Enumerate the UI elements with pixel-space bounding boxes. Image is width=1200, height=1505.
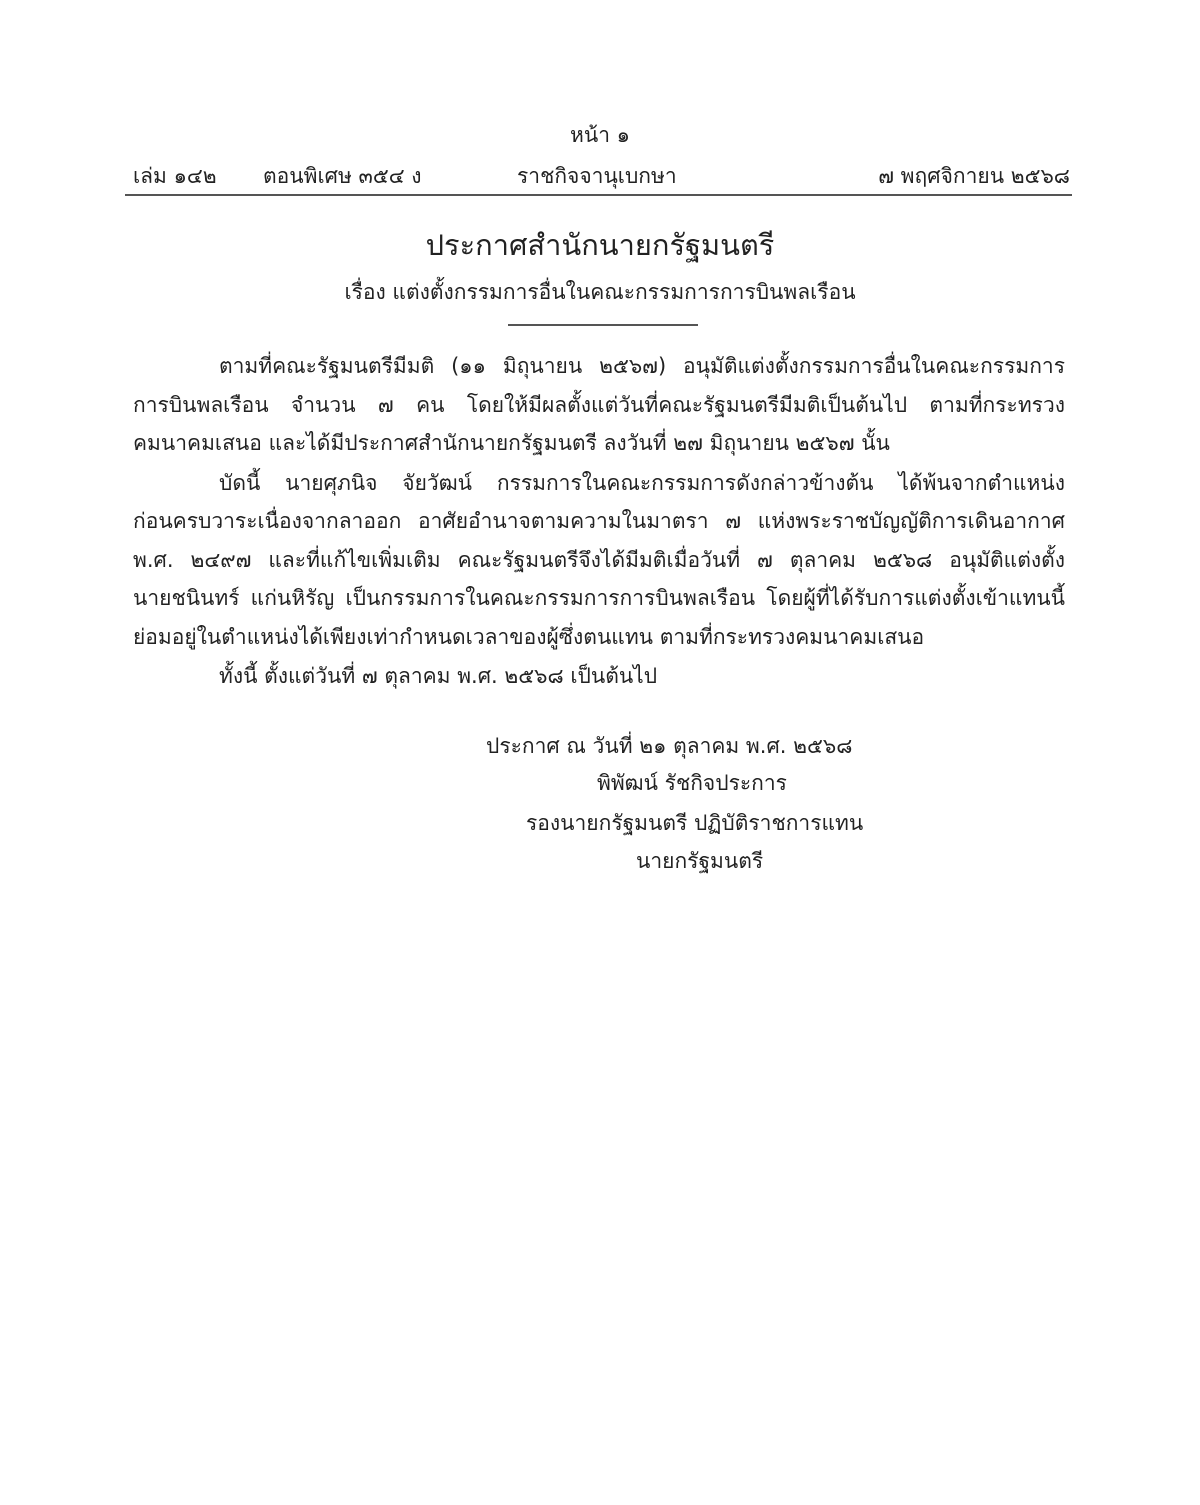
publication-name: ราชกิจจานุเบกษา [517, 164, 677, 188]
paragraph-line: ตามที่คณะรัฐมนตรีมีมติ (๑๑ มิถุนายน ๒๕๖๗) อนุมัติแต่งตั้งกรรมการอื่นในคณะกรรมการ [219, 354, 1065, 378]
document-subject: เรื่อง แต่งตั้งกรรมการอื่นในคณะกรรมการการบินพลเรือน [344, 280, 856, 304]
paragraph-line: พ.ศ. ๒๔๙๗ และที่แก้ไขเพิ่มเติม คณะรัฐมนตรีจึงได้มีมติเมื่อวันที่ ๗ ตุลาคม ๒๕๖๘ อนุมัติแต่งตั้ง [133, 548, 1065, 572]
paragraph-line: คมนาคมเสนอ และได้มีประกาศสำนักนายกรัฐมนตรี ลงวันที่ ๒๗ มิถุนายน ๒๕๖๗ นั้น [133, 431, 890, 455]
paragraph-line: นายชนินทร์ แก่นหิรัญ เป็นกรรมการในคณะกรรมการการบินพลเรือน โดยผู้ที่ได้รับการแต่งตั้งเข้าแทนนี้ [133, 586, 1065, 610]
paragraph-line: ทั้งนี้ ตั้งแต่วันที่ ๗ ตุลาคม พ.ศ. ๒๕๖๘ เป็นต้นไป [219, 664, 658, 688]
document-title: ประกาศสำนักนายกรัฐมนตรี [425, 228, 775, 262]
paragraph-line: การบินพลเรือน จำนวน ๗ คน โดยให้มีผลตั้งแต่วันที่คณะรัฐมนตรีมีมติเป็นต้นไป ตามที่กระทรวง [133, 393, 1065, 417]
paragraph-line: ก่อนครบวาระเนื่องจากลาออก อาศัยอำนาจตามความในมาตรา ๗ แห่งพระราชบัญญัติการเดินอากาศ [133, 509, 1065, 533]
announcement-date: ประกาศ ณ วันที่ ๒๑ ตุลาคม พ.ศ. ๒๕๖๘ [486, 734, 853, 758]
signatory-position: รองนายกรัฐมนตรี ปฏิบัติราชการแทน [526, 811, 864, 835]
page-number: หน้า ๑ [570, 123, 630, 147]
signatory-position-2: นายกรัฐมนตรี [636, 849, 764, 873]
issue: ตอนพิเศษ ๓๕๔ ง [263, 164, 422, 188]
paragraph-line: บัดนี้ นายศุภนิจ จัยวัฒน์ กรรมการในคณะกรรมการดังกล่าวข้างต้น ได้พ้นจากตำแหน่ง [219, 471, 1065, 495]
signatory-name: พิพัฒน์ รัชกิจประการ [597, 771, 787, 795]
header-rule [125, 194, 1072, 196]
title-divider [508, 324, 698, 326]
volume: เล่ม ๑๔๒ [133, 164, 217, 188]
publication-date: ๗ พฤศจิกายน ๒๕๖๘ [878, 164, 1070, 188]
paragraph-line: ย่อมอยู่ในตำแหน่งได้เพียงเท่ากำหนดเวลาของผู้ซึ่งตนแทน ตามที่กระทรวงคมนาคมเสนอ [133, 625, 925, 649]
